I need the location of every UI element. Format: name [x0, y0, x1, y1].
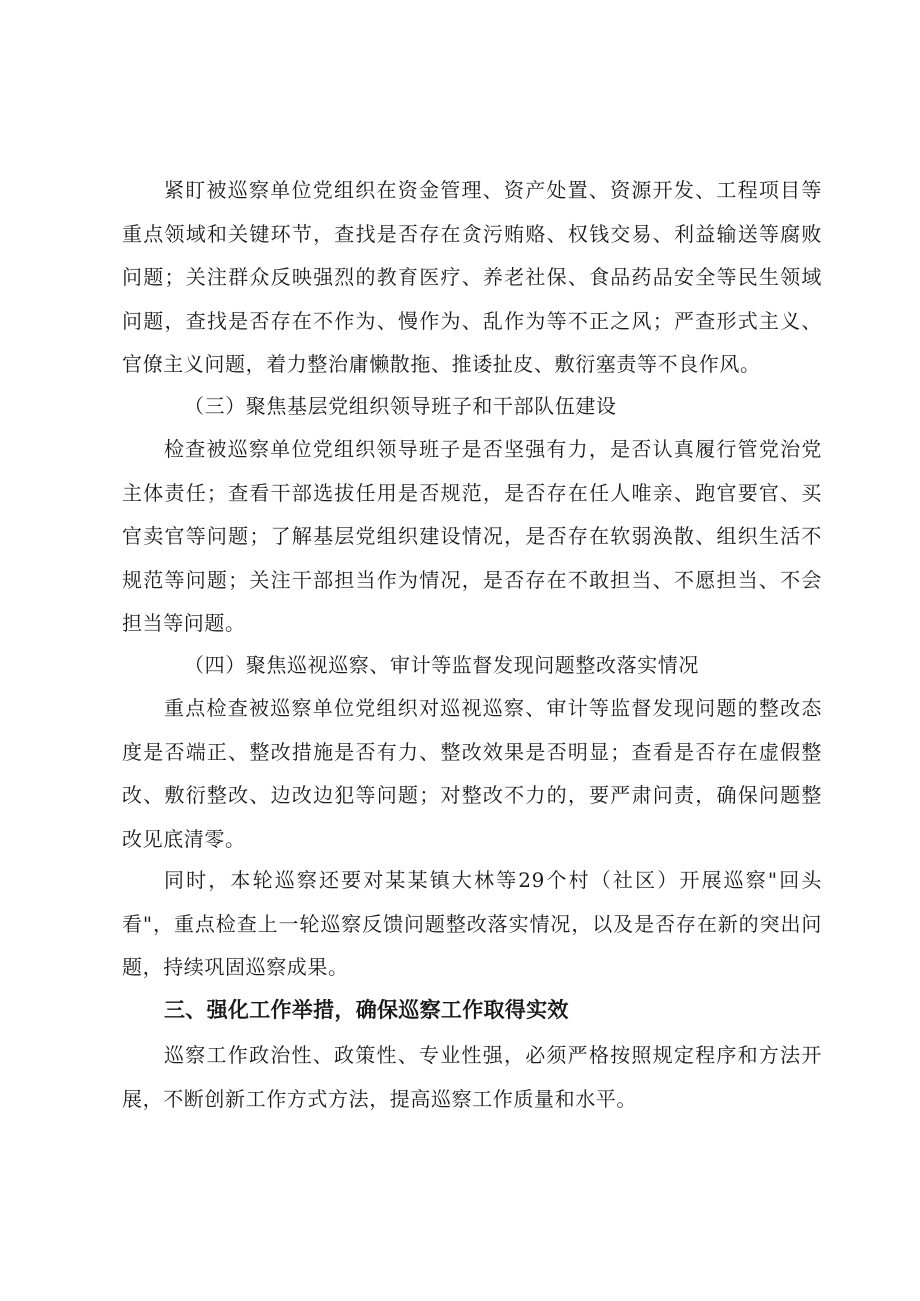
section-heading-3: 三、强化工作举措，确保巡察工作取得实效	[164, 998, 569, 1022]
subheading-3: （三）聚焦基层党组织领导班子和干部队伍建设	[184, 394, 617, 418]
paragraph-key-areas: 紧盯被巡察单位党组织在资金管理、资产处置、资源开发、工程项目等重点领域和关键环节，查找是否存在贪污贿赂、权钱交易、利益输送等腐败问题；关注群众反映强烈的教育医疗、养老社保、食品药品安全等民生领域问题，查找是否存在不作为、慢作为、乱作为等不正之风；严查形式主义、官僚主义问题，着力整治庸懒散拖、推诿扯皮、敷衍塞责等不良作风。	[122, 178, 822, 376]
paragraph-leadership: 检查被巡察单位党组织领导班子是否坚强有力，是否认真履行管党治党主体责任；查看干部选拔任用是否规范，是否存在任人唯亲、跑官要官、买官卖官等问题；了解基层党组织建设情况，是否存在软弱涣散、组织生活不规范等问题；关注干部担当作为情况，是否存在不敢担当、不愿担当、不会担当等问题。	[122, 437, 822, 635]
paragraph-rectification: 重点检查被巡察单位党组织对巡视巡察、审计等监督发现问题的整改态度是否端正、整改措施是否有力、整改效果是否明显；查看是否存在虚假整改、敷衍整改、边改边犯等问题；对整改不力的，要严肃问责，确保问题整改见底清零。	[122, 696, 822, 851]
paragraph-work-measures: 巡察工作政治性、政策性、专业性强，必须严格按照规定程序和方法开展，不断创新工作方式方法，提高巡察工作质量和水平。	[122, 1043, 822, 1111]
subheading-4: （四）聚焦巡视巡察、审计等监督发现问题整改落实情况	[184, 653, 699, 677]
paragraph-follow-up: 同时，本轮巡察还要对某某镇大林等29个村（社区）开展巡察"回头看"，重点检查上一轮巡察反馈问题整改落实情况，以及是否存在新的突出问题，持续巩固巡察成果。	[122, 868, 822, 979]
